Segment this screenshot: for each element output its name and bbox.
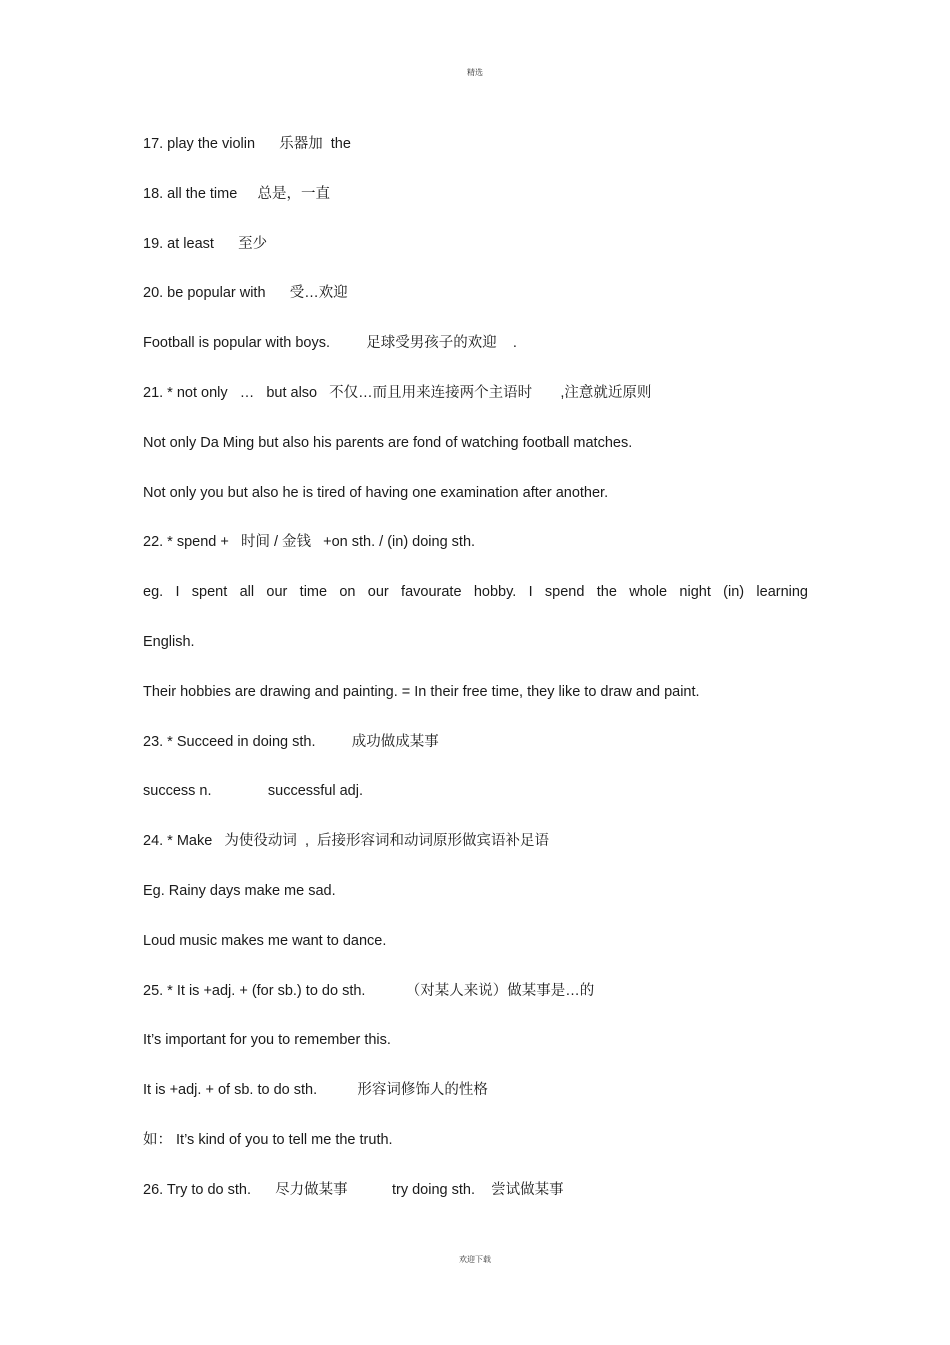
text-line: 如： It’s kind of you to tell me the truth. <box>143 1131 393 1148</box>
text-line: success n. successful adj. <box>143 783 363 800</box>
text-line: 17. play the violin 乐器加 the <box>143 136 351 152</box>
text-line: 23. * Succeed in doing sth. 成功做成某事 <box>143 733 439 750</box>
text-line: Loud music makes me want to dance. <box>143 932 387 949</box>
text-line: 21. * not only … but also 不仅…而且用来连接两个主语时 ,注意就近原则 <box>143 384 652 401</box>
text-line: English. <box>143 633 195 650</box>
text-line: Their hobbies are drawing and painting. = In their free time, they like to draw and paint. <box>143 683 700 700</box>
page-header: 精选 <box>467 68 483 77</box>
text-line: It is +adj. + of sb. to do sth. 形容词修饰人的性格 <box>143 1082 488 1099</box>
text-line: 25. * It is +adj. + (for sb.) to do sth. （对某人来说）做某事是…的 <box>143 982 595 999</box>
text-line: 22. * spend + 时间 / 金钱 +on sth. / (in) doing sth. <box>143 534 476 551</box>
text-line: Football is popular with boys. 足球受男孩子的欢迎 . <box>143 335 517 352</box>
text-line: Eg. Rainy days make me sad. <box>143 882 336 899</box>
document-body <box>143 132 808 1228</box>
text-line: 26. Try to do sth. 尽力做某事 try doing sth. 尝试做某事 <box>143 1181 564 1198</box>
text-line: 19. at least 至少 <box>143 235 268 252</box>
text-line: Not only you but also he is tired of having one examination after another. <box>143 484 609 501</box>
text-line: Not only Da Ming but also his parents are fond of watching football matches. <box>143 434 633 451</box>
text-line: It’s important for you to remember this. <box>143 1032 391 1049</box>
text-line: 18. all the time 总是，一直 <box>143 185 330 202</box>
text-line: 24. * Make 为使役动词 , 后接形容词和动词原形做宾语补足语 <box>143 833 550 850</box>
text-line: eg. I spent all our time on our favourate hobby. I spend the whole night (in) learning <box>143 584 808 601</box>
text-line: 20. be popular with 受…欢迎 <box>143 285 348 302</box>
page-footer: 欢迎下载 <box>459 1255 491 1264</box>
